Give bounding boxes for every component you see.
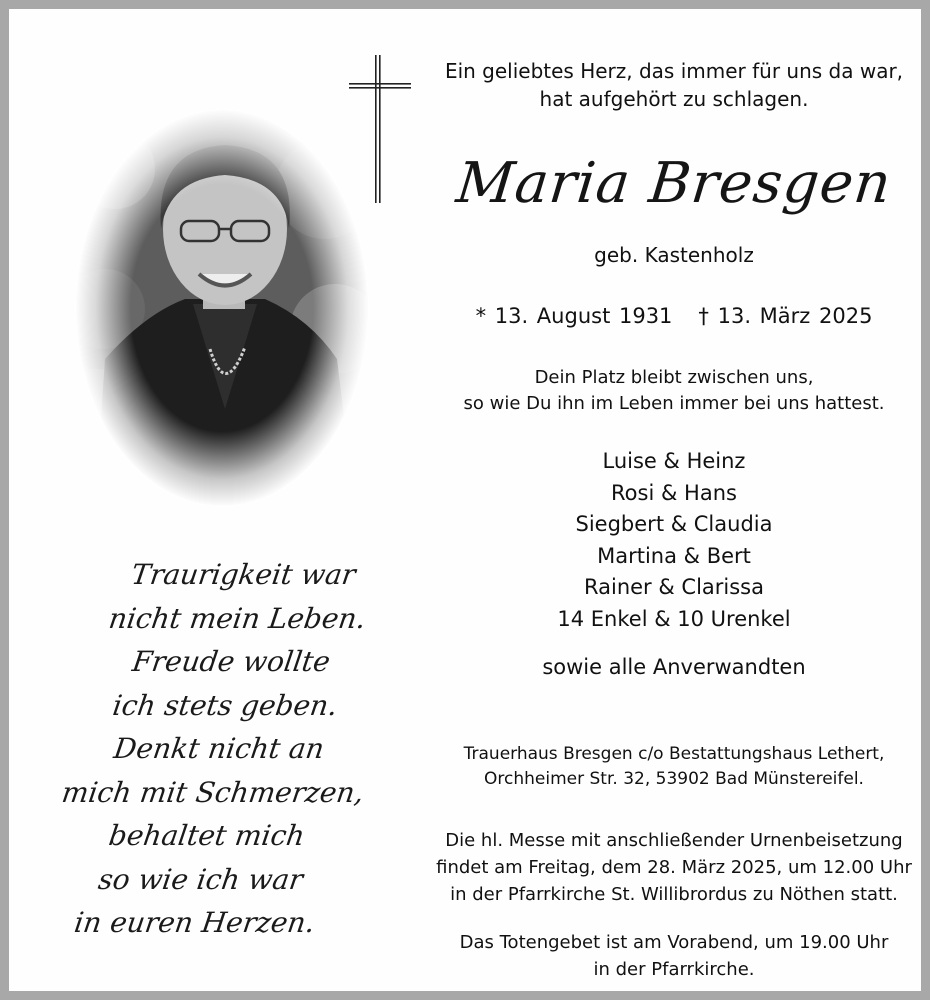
life-dates [419,301,929,331]
poem-line: behaltet mich [106,819,307,852]
intro-line: Ein geliebtes Herz, das immer für uns da war, [444,59,904,83]
family-item: Martina & Bert [597,543,751,568]
mass-line: findet am Freitag, dem 28. März 2025, um 12.00 Uhr [436,857,912,878]
prayer-line: Das Totengebet ist am Vorabend, um 19.00 Uhr [459,932,889,953]
address-line: Trauerhaus Bresgen c/o Bestattungshaus Lethert, [463,744,885,764]
poem-line: Freude wollte [130,645,333,678]
intro-text [419,57,929,113]
poem [21,553,416,945]
prayer-info [419,929,929,983]
deceased-name: Maria Bresgen [453,151,895,216]
verse-text [419,365,929,417]
verse-line: Dein Platz bleibt zwischen uns, [534,367,814,388]
family-item: Luise & Heinz [602,449,746,473]
poem-line: Traurigkeit war [129,558,358,591]
address-line: Orchheimer Str. 32, 53902 Bad Münstereifel. [484,769,864,789]
poem-line: Denkt nicht an [111,732,327,765]
poem-line: in euren Herzen. [72,906,317,939]
address-text [419,742,929,792]
birth-date: * 13. August 1931 [475,304,673,328]
family-list [419,446,929,635]
mass-info [419,827,929,908]
relatives-text: sowie alle Anverwandten [542,655,806,679]
mass-line: in der Pfarrkirche St. Willibrordus zu Nöthen statt. [450,884,898,905]
family-item: Siegbert & Claudia [575,512,773,536]
maiden-name: geb. Kastenholz [594,243,754,267]
mass-line: Die hl. Messe mit anschließender Urnenbeisetzung [445,830,903,851]
portrait-photo [75,109,369,507]
family-item: Rosi & Hans [611,480,737,505]
poem-line: nicht mein Leben. [106,601,368,635]
family-item: Rainer & Clarissa [583,575,764,599]
death-date: † 13. März 2025 [698,304,873,328]
poem-line: mich mit Schmerzen, [59,775,366,809]
prayer-line: in der Pfarrkirche. [593,959,755,980]
verse-line: so wie Du ihn im Leben immer bei uns hattest. [463,393,885,414]
poem-line: so wie ich war [96,862,306,896]
intro-line: hat aufgehört zu schlagen. [539,87,809,111]
family-item: 14 Enkel & 10 Urenkel [557,606,791,631]
poem-line: ich stets geben. [110,688,340,722]
